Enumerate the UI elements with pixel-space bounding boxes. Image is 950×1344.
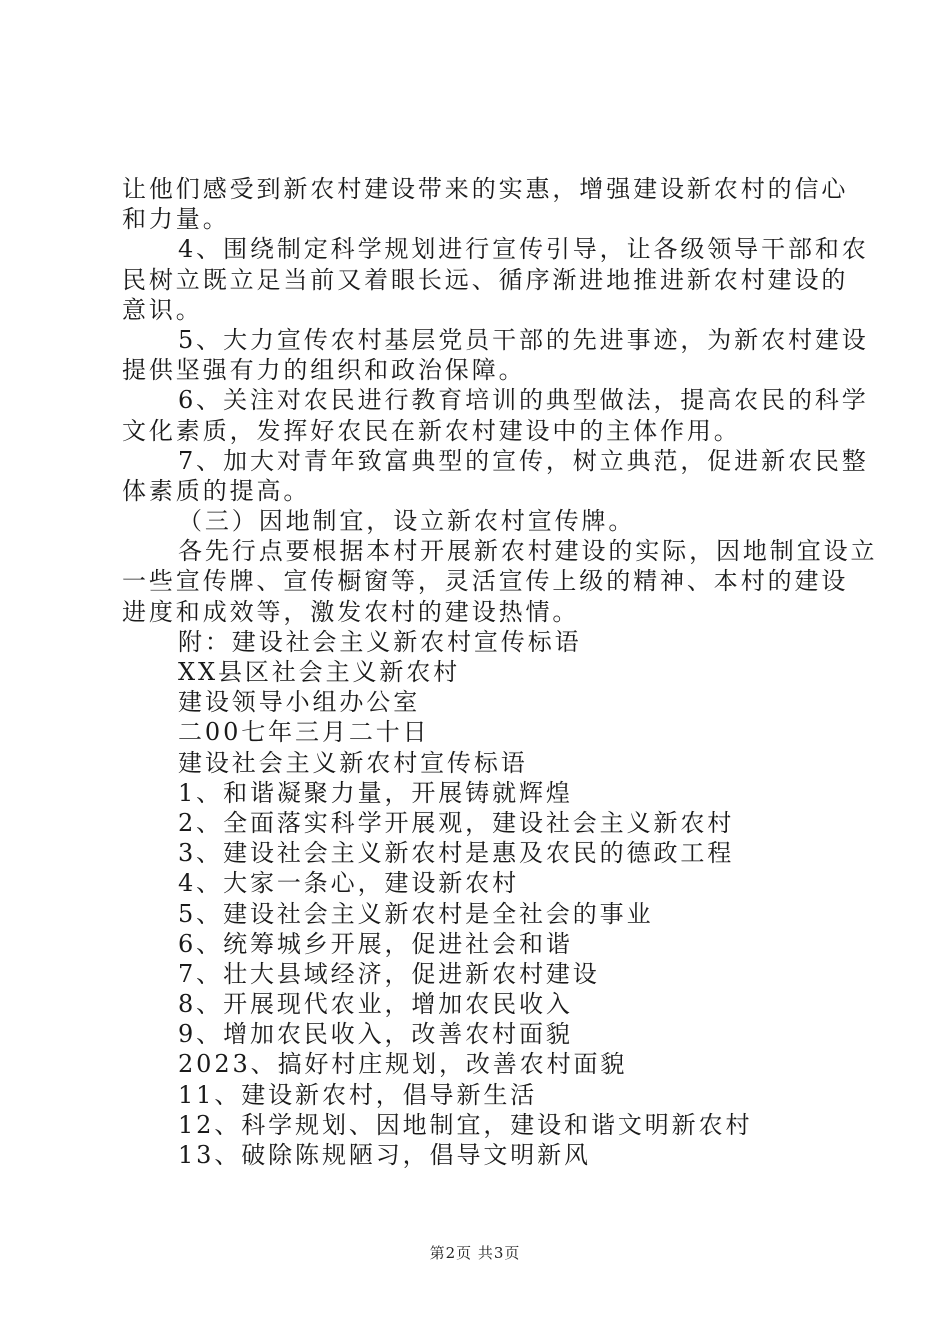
text-line: 4、大家一条心，建设新农村 bbox=[178, 869, 519, 898]
page-footer: 第2页 共3页 bbox=[429, 1244, 521, 1262]
text-line: 建设领导小组办公室 bbox=[178, 688, 421, 717]
text-line: 2、全面落实科学开展观，建设社会主义新农村 bbox=[178, 808, 735, 837]
text-line: 5、建设社会主义新农村是全社会的事业 bbox=[178, 899, 654, 928]
text-line: 12、科学规划、因地制宜，建设和谐文明新农村 bbox=[178, 1110, 753, 1139]
text-line: 各先行点要根据本村开展新农村建设的实际，因地制宜设立 bbox=[178, 537, 878, 566]
text-line: 8、开展现代农业，增加农民收入 bbox=[178, 990, 573, 1019]
text-line: 意识。 bbox=[122, 295, 203, 324]
text-line: XX县区社会主义新农村 bbox=[178, 658, 461, 686]
text-line: 一些宣传牌、宣传橱窗等，灵活宣传上级的精神、本村的建设 bbox=[122, 567, 849, 596]
text-line: 民树立既立足当前又着眼长远、循序渐进地推进新农村建设的 bbox=[122, 265, 849, 294]
text-line: 4、围绕制定科学规划进行宣传引导，让各级领导干部和农 bbox=[178, 235, 869, 264]
text-line: 9、增加农民收入，改善农村面貌 bbox=[178, 1020, 573, 1049]
text-line: 5、大力宣传农村基层党员干部的先进事迹，为新农村建设 bbox=[178, 325, 869, 354]
text-line: 和力量。 bbox=[122, 205, 230, 234]
text-line: 11、建设新农村，倡导新生活 bbox=[178, 1080, 538, 1109]
document-body bbox=[122, 174, 878, 1170]
text-line: 2023、搞好村庄规划，改善农村面貌 bbox=[178, 1050, 628, 1079]
text-line: 6、关注对农民进行教育培训的典型做法，提高农民的科学 bbox=[178, 386, 869, 415]
text-line: 让他们感受到新农村建设带来的实惠，增强建设新农村的信心 bbox=[122, 175, 849, 203]
text-line: 提供坚强有力的组织和政治保障。 bbox=[122, 356, 526, 385]
text-line: 附：建设社会主义新农村宣传标语 bbox=[178, 627, 582, 656]
text-line: 7、加大对青年致富典型的宣传，树立典范，促进新农民整 bbox=[178, 446, 869, 475]
text-line: 文化素质，发挥好农民在新农村建设中的主体作用。 bbox=[122, 416, 741, 445]
text-line: 13、破除陈规陋习，倡导文明新风 bbox=[178, 1141, 591, 1169]
text-line: 1、和谐凝聚力量，开展铸就辉煌 bbox=[178, 778, 573, 807]
text-line: 6、统筹城乡开展，促进社会和谐 bbox=[178, 929, 573, 958]
text-line: （三）因地制宜，设立新农村宣传牌。 bbox=[178, 507, 636, 536]
text-line: 7、壮大县域经济，促进新农村建设 bbox=[178, 959, 600, 988]
text-line: 进度和成效等，激发农村的建设热情。 bbox=[122, 597, 580, 626]
text-line: 建设社会主义新农村宣传标语 bbox=[178, 748, 528, 777]
text-line: 3、建设社会主义新农村是惠及农民的德政工程 bbox=[178, 839, 735, 868]
text-line: 体素质的提高。 bbox=[122, 476, 311, 505]
text-line: 二00七年三月二十日 bbox=[178, 718, 430, 747]
